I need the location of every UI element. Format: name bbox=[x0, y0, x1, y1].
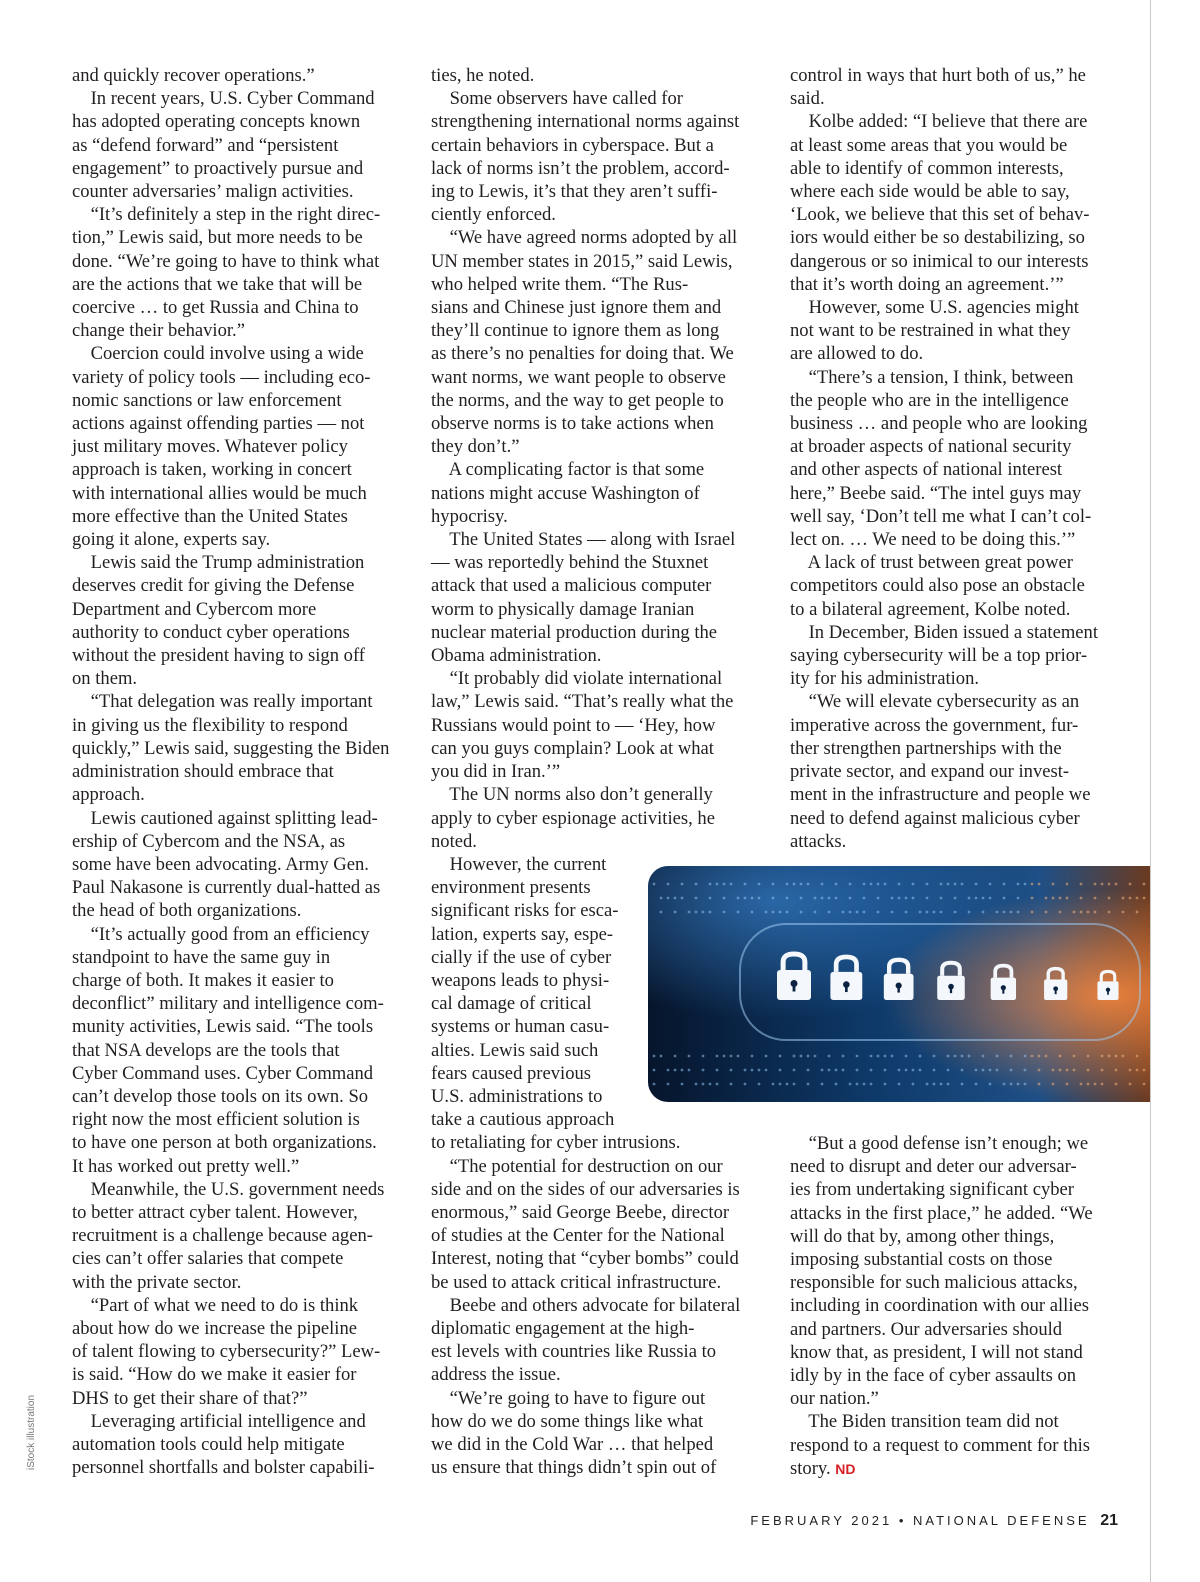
text-line: worm to physically damage Iranian bbox=[431, 598, 695, 620]
text-line: imperative across the government, fur- bbox=[790, 714, 1079, 736]
text-line: attacks in the first place,” he added. “We bbox=[790, 1202, 1093, 1224]
text-line: that it’s worth doing an agreement.’” bbox=[790, 273, 1064, 295]
text-line: iors would either be so destabilizing, so bbox=[790, 227, 1085, 249]
text-line: personnel shortfalls and bolster capabili- bbox=[72, 1457, 375, 1479]
text-line: approach. bbox=[72, 784, 145, 806]
text-line: It has worked out pretty well.” bbox=[72, 1155, 300, 1177]
text-line: standpoint to have the same guy in bbox=[72, 946, 331, 968]
text-line: need to disrupt and deter our adversar- bbox=[790, 1156, 1077, 1178]
text-line: automation tools could help mitigate bbox=[72, 1433, 345, 1455]
text-line: Lewis said the Trump administration bbox=[72, 552, 365, 574]
text-line: respond to a request to comment for this bbox=[790, 1434, 1091, 1456]
text-line: going it alone, experts say. bbox=[72, 529, 271, 551]
text-line: “It probably did violate international bbox=[431, 668, 723, 690]
text-line: Some observers have called for bbox=[431, 88, 683, 110]
text-line: Meanwhile, the U.S. government needs bbox=[72, 1178, 385, 1200]
text-line: coercive … to get Russia and China to bbox=[72, 297, 359, 319]
text-line: “We have agreed norms adopted by all bbox=[431, 227, 738, 249]
text-line: observe norms is to take actions when bbox=[431, 413, 714, 435]
text-line: side and on the sides of our adversaries is bbox=[431, 1178, 740, 1200]
text-line: “We’re going to have to figure out bbox=[431, 1387, 706, 1409]
text-line: Russians would point to — ‘Hey, how bbox=[431, 714, 716, 736]
text-line: Coercion could involve using a wide bbox=[72, 343, 364, 365]
text-line: cially if the use of cyber bbox=[431, 946, 612, 968]
text-line bbox=[790, 1457, 1093, 1481]
text-line: are the actions that we take that will be bbox=[72, 273, 363, 295]
text-line: However, some U.S. agencies might bbox=[790, 297, 1079, 319]
text-line: Department and Cybercom more bbox=[72, 598, 317, 620]
text-line: Leveraging artificial intelligence and bbox=[72, 1410, 366, 1432]
text-line: strengthening international norms against bbox=[431, 111, 740, 133]
article-column-3 bbox=[790, 64, 1120, 853]
text-line: variety of policy tools — including eco- bbox=[72, 366, 371, 388]
text-line: charge of both. It makes it easier to bbox=[72, 969, 334, 991]
text-line: ‘Look, we believe that this set of behav- bbox=[790, 204, 1090, 226]
text-line: ity for his administration. bbox=[790, 668, 980, 690]
text-line: ther strengthen partnerships with the bbox=[790, 737, 1062, 759]
text-line: diplomatic engagement at the high- bbox=[431, 1317, 695, 1339]
text-line: right now the most efficient solution is bbox=[72, 1109, 360, 1131]
text-line: Lewis cautioned against splitting lead- bbox=[72, 807, 378, 829]
text-line: deserves credit for giving the Defense bbox=[72, 575, 355, 597]
text-line: responsible for such malicious attacks, bbox=[790, 1272, 1078, 1294]
text-line: “Part of what we need to do is think bbox=[72, 1294, 359, 1316]
text-line: law,” Lewis said. “That’s really what the bbox=[431, 691, 734, 713]
text-line: ies from undertaking significant cyber bbox=[790, 1179, 1074, 1201]
text-line: weapons leads to physi- bbox=[431, 969, 610, 991]
text-line: control in ways that hurt both of us,” he bbox=[790, 65, 1086, 86]
text-line: “It’s actually good from an efficiency bbox=[72, 923, 370, 945]
text-line: alties. Lewis said such bbox=[431, 1039, 599, 1061]
text-line: A complicating factor is that some bbox=[431, 459, 705, 481]
text-line: be used to attack critical infrastructure. bbox=[431, 1271, 722, 1293]
text-line: to better attract cyber talent. However, bbox=[72, 1201, 358, 1223]
text-line: nomic sanctions or law enforcement bbox=[72, 389, 342, 411]
cyber-padlocks-illustration bbox=[648, 866, 1150, 1102]
text-line: Cyber Command uses. Cyber Command bbox=[72, 1062, 374, 1084]
text-line: “But a good defense isn’t enough; we bbox=[790, 1133, 1089, 1154]
text-line: The United States — along with Israel bbox=[431, 529, 736, 551]
text-line: cies can’t offer salaries that compete bbox=[72, 1248, 344, 1270]
text-line: lack of norms isn’t the problem, accord- bbox=[431, 157, 730, 179]
text-line: at broader aspects of national security bbox=[790, 436, 1072, 458]
text-line: as there’s no penalties for doing that. We bbox=[431, 343, 734, 365]
text-line: done. “We’re going to have to think what bbox=[72, 250, 380, 272]
text-line: they’ll continue to ignore them as long bbox=[431, 320, 720, 342]
text-line: just military moves. Whatever policy bbox=[72, 436, 348, 458]
text-line: deconflict” military and intelligence com- bbox=[72, 993, 384, 1015]
text-line: munity activities, Lewis said. “The tools bbox=[72, 1016, 374, 1038]
text-line: Beebe and others advocate for bilateral bbox=[431, 1294, 741, 1316]
text-line: ties, he noted. bbox=[431, 65, 535, 86]
text-line: quickly,” Lewis said, suggesting the Biden bbox=[72, 737, 390, 759]
text-line: In recent years, U.S. Cyber Command bbox=[72, 88, 375, 110]
text-line: ing to Lewis, it’s that they aren’t suffi- bbox=[431, 181, 718, 203]
article-column-3-continued bbox=[790, 1132, 1093, 1481]
text-line: — was reportedly behind the Stuxnet bbox=[431, 552, 709, 574]
text-line: of studies at the Center for the National bbox=[431, 1225, 725, 1247]
text-line: as “defend forward” and “persistent bbox=[72, 134, 339, 156]
text-line: authority to conduct cyber operations bbox=[72, 621, 350, 643]
page-edge-rule bbox=[1150, 0, 1151, 1582]
text-line: apply to cyber espionage activities, he bbox=[431, 807, 715, 829]
text-line: tion,” Lewis said, but more needs to be bbox=[72, 227, 363, 249]
text-line: “That delegation was really important bbox=[72, 691, 373, 713]
text-line: is said. “How do we make it easier for bbox=[72, 1364, 357, 1386]
text-line: “We will elevate cybersecurity as an bbox=[790, 691, 1080, 713]
text-line: with international allies would be much bbox=[72, 482, 367, 504]
text-line: cal damage of critical bbox=[431, 993, 592, 1015]
text-line: hypocrisy. bbox=[431, 505, 508, 527]
text-line: certain behaviors in cyberspace. But a bbox=[431, 134, 714, 156]
text-line: lect on. … We need to be doing this.’” bbox=[790, 529, 1076, 551]
text-line: the head of both organizations. bbox=[72, 900, 302, 922]
text-line: competitors could also pose an obstacle bbox=[790, 575, 1085, 597]
text-line: Interest, noting that “cyber bombs” could bbox=[431, 1248, 739, 1270]
text-line: fears caused previous bbox=[431, 1062, 592, 1084]
text-line: and quickly recover operations.” bbox=[72, 65, 315, 86]
text-line: The Biden transition team did not bbox=[790, 1411, 1059, 1433]
text-line: U.S. administrations to bbox=[431, 1085, 603, 1107]
text-line: nations might accuse Washington of bbox=[431, 482, 700, 504]
text-line: more effective than the United States bbox=[72, 505, 348, 527]
text-line: that NSA develops are the tools that bbox=[72, 1039, 340, 1061]
page-folio bbox=[750, 1512, 1118, 1530]
photo-credit: iStock illustration bbox=[26, 1394, 37, 1470]
text-line: actions against offending parties — not bbox=[72, 413, 365, 435]
text-line: address the issue. bbox=[431, 1364, 561, 1386]
text-line: “There’s a tension, I think, between bbox=[790, 366, 1074, 388]
text-line: engagement” to proactively pursue and bbox=[72, 157, 364, 179]
text-line: well say, ‘Don’t tell me what I can’t col- bbox=[790, 505, 1092, 527]
page-number: 21 bbox=[1100, 1512, 1118, 1529]
text-line: who helped write them. “The Rus- bbox=[431, 273, 689, 295]
text-line: we did in the Cold War … that helped bbox=[431, 1433, 714, 1455]
text-line: not want to be restrained in what they bbox=[790, 320, 1071, 342]
text-line: they don’t.” bbox=[431, 436, 520, 458]
text-line: to have one person at both organizations. bbox=[72, 1132, 377, 1154]
text-line: to a bilateral agreement, Kolbe noted. bbox=[790, 598, 1071, 620]
text-line: and other aspects of national interest bbox=[790, 459, 1063, 481]
text-line: In December, Biden issued a statement bbox=[790, 621, 1099, 643]
text-line: said. bbox=[790, 88, 825, 110]
text-line: you did in Iran.’” bbox=[431, 761, 561, 783]
text-line: in giving us the flexibility to respond bbox=[72, 714, 348, 736]
text-line: has adopted operating concepts known bbox=[72, 111, 361, 133]
text-line: The UN norms also don’t generally bbox=[431, 784, 713, 806]
text-line: the people who are in the intelligence bbox=[790, 389, 1069, 411]
article-column-1 bbox=[72, 64, 402, 1479]
text-line: where each side would be able to say, bbox=[790, 181, 1070, 203]
text-line: “The potential for destruction on our bbox=[431, 1155, 723, 1177]
text-line: know that, as president, I will not stand bbox=[790, 1341, 1083, 1363]
article-column-2 bbox=[431, 64, 761, 1479]
text-line: “It’s definitely a step in the right direc- bbox=[72, 204, 381, 226]
text-line: change their behavior.” bbox=[72, 320, 245, 342]
text-line: administration should embrace that bbox=[72, 761, 334, 783]
text-line: of talent flowing to cybersecurity?” Lew- bbox=[72, 1341, 381, 1363]
text-line: DHS to get their share of that?” bbox=[72, 1387, 308, 1409]
text-line: systems or human casu- bbox=[431, 1016, 610, 1038]
text-line: A lack of trust between great power bbox=[790, 552, 1073, 574]
text-line: ment in the infrastructure and people we bbox=[790, 784, 1091, 806]
text-line: Kolbe added: “I believe that there are bbox=[790, 111, 1088, 133]
text-line: are allowed to do. bbox=[790, 343, 924, 365]
text-line: Paul Nakasone is currently dual-hatted as bbox=[72, 877, 381, 899]
text-line: need to defend against malicious cyber bbox=[790, 807, 1080, 829]
folio-text: FEBRUARY 2021 • NATIONAL DEFENSE bbox=[750, 1513, 1090, 1528]
text-line: here,” Beebe said. “The intel guys may bbox=[790, 482, 1082, 504]
text-line: able to identify of common interests, bbox=[790, 157, 1064, 179]
text-line: saying cybersecurity will be a top prior- bbox=[790, 645, 1088, 667]
text-line: idly by in the face of cyber assaults on bbox=[790, 1365, 1077, 1387]
text-line: environment presents bbox=[431, 877, 591, 899]
text-line: how do we do some things like what bbox=[431, 1410, 704, 1432]
text-line: est levels with countries like Russia to bbox=[431, 1341, 717, 1363]
text-line: dangerous or so inimical to our interests bbox=[790, 250, 1089, 272]
text-line: without the president having to sign off bbox=[72, 645, 365, 667]
text-line: ciently enforced. bbox=[431, 204, 556, 226]
text-line: our nation.” bbox=[790, 1388, 879, 1410]
text-line: attacks. bbox=[790, 830, 847, 852]
text-line: the norms, and the way to get people to bbox=[431, 389, 724, 411]
text-line: imposing substantial costs on those bbox=[790, 1249, 1053, 1271]
padlocks-illustration-svg bbox=[648, 866, 1150, 1102]
end-mark-nd: ND bbox=[835, 1460, 856, 1477]
text-line: recruitment is a challenge because agen- bbox=[72, 1225, 373, 1247]
text-line: take a cautious approach bbox=[431, 1109, 615, 1131]
text-line: significant risks for esca- bbox=[431, 900, 619, 922]
text-line: can you guys complain? Look at what bbox=[431, 737, 714, 759]
text-line: with the private sector. bbox=[72, 1271, 242, 1293]
text-line: including in coordination with our allies bbox=[790, 1295, 1089, 1317]
text-line: lation, experts say, espe- bbox=[431, 923, 614, 945]
text-line: at least some areas that you would be bbox=[790, 134, 1068, 156]
text-line: enormous,” said George Beebe, director bbox=[431, 1201, 730, 1223]
text-line: attack that used a malicious computer bbox=[431, 575, 712, 597]
text-line: business … and people who are looking bbox=[790, 413, 1088, 435]
text-line: Obama administration. bbox=[431, 645, 602, 667]
text-line: will do that by, among other things, bbox=[790, 1225, 1055, 1247]
text-line: approach is taken, working in concert bbox=[72, 459, 352, 481]
text-line: us ensure that things didn’t spin out of bbox=[431, 1457, 717, 1479]
text-line: UN member states in 2015,” said Lewis, bbox=[431, 250, 733, 272]
text-line: on them. bbox=[72, 668, 138, 690]
text-line: private sector, and expand our invest- bbox=[790, 761, 1070, 783]
text-line: want norms, we want people to observe bbox=[431, 366, 726, 388]
text-line: nuclear material production during the bbox=[431, 621, 718, 643]
text-line: sians and Chinese just ignore them and bbox=[431, 297, 722, 319]
text-line: some have been advocating. Army Gen. bbox=[72, 853, 369, 875]
text-line: noted. bbox=[431, 830, 477, 852]
text-line: However, the current bbox=[431, 853, 607, 875]
text-line: to retaliating for cyber intrusions. bbox=[431, 1132, 681, 1154]
text-line: ership of Cybercom and the NSA, as bbox=[72, 830, 346, 852]
story-line-text: story. bbox=[790, 1457, 836, 1479]
text-line: can’t develop those tools on its own. So bbox=[72, 1085, 369, 1107]
text-line: about how do we increase the pipeline bbox=[72, 1317, 358, 1339]
text-line: and partners. Our adversaries should bbox=[790, 1318, 1063, 1340]
text-line: counter adversaries’ malign activities. bbox=[72, 181, 354, 203]
